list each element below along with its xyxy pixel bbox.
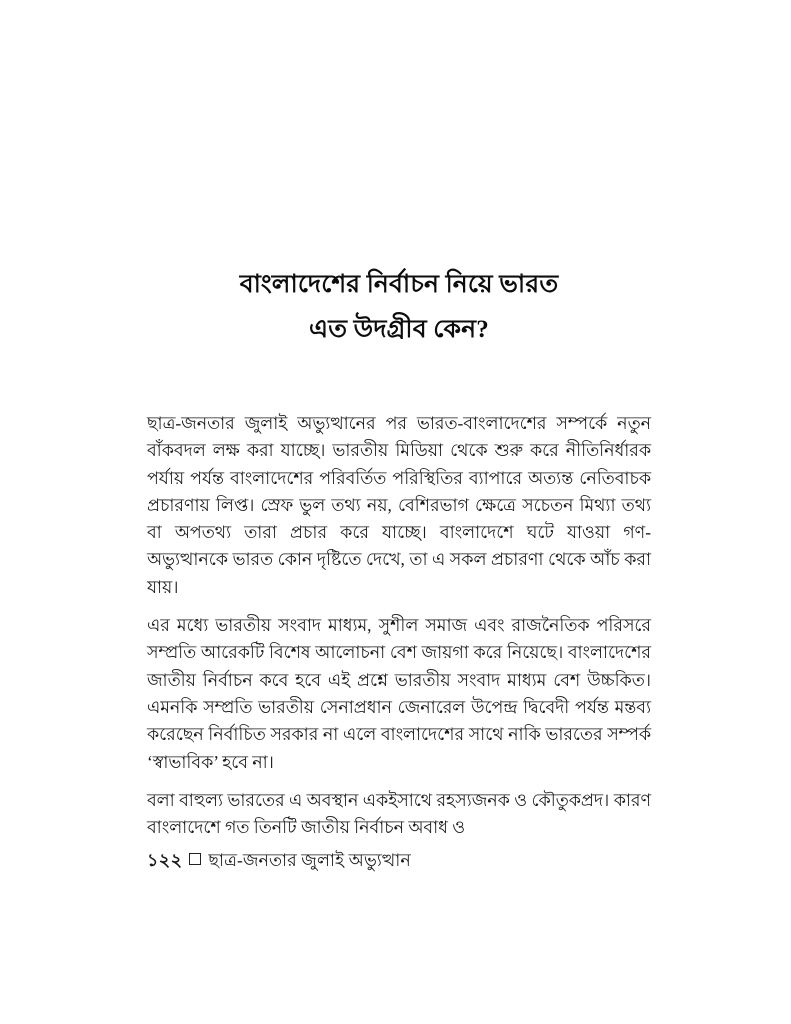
- page-title: [147, 262, 651, 352]
- page-number: ১২২: [147, 850, 183, 871]
- page-title-line-2: এত উদগ্রীব কেন?: [309, 316, 489, 343]
- body-copy: [147, 410, 651, 841]
- body-paragraph: বলা বাহুল্য ভারতের এ অবস্থান একইসাথে রহস্যজনক ও কৌতুকপ্রদ। কারণ বাংলাদেশে গত তিনটি জাতীয় নির্বাচন অবাধ ও: [147, 789, 651, 838]
- square-bullet-icon: [189, 853, 201, 865]
- running-head: ছাত্র-জনতার জুলাই অভ্যুত্থান: [208, 850, 411, 871]
- text-block: [147, 262, 651, 875]
- body-paragraph: ছাত্র-জনতার জুলাই অভ্যুত্থানের পর ভারত-বাংলাদেশের সম্পর্কে নতুন বাঁকবদল লক্ষ করা যাচ্ছে। ভারতীয় মিডিয়া থেকে শুরু করে নীতিনির্ধারক পর্যায় পর্যন্ত বাংলাদেশের পরিবর্তিত পরিস্থিতির ব্যাপারে অত্যন্ত নেতিবাচক প্রচারণায় লিপ্ত। স্রেফ ভুল তথ্য নয়, বেশিরভাগ ক্ষেত্রে সচেতন মিথ্যা তথ্য বা অপতথ্য তারা প্রচার করে যাচ্ছে। বাংলাদেশে ঘটে যাওয়া গণ-অভ্যুত্থানকে ভারত কোন দৃষ্টিতে দেখে, তা এ সকল প্রচারণা থেকে আঁচ করা যায়।: [147, 413, 651, 597]
- page-title-line-1: বাংলাদেশের নির্বাচন নিয়ে ভারত: [239, 271, 559, 298]
- page-footer: [147, 847, 651, 874]
- body-paragraph: এর মধ্যে ভারতীয় সংবাদ মাধ্যম, সুশীল সমাজ এবং রাজনৈতিক পরিসরে সম্প্রতি আরেকটি বিশেষ আলোচনা বেশ জায়গা করে নিয়েছে। বাংলাদেশের জাতীয় নির্বাচন কবে হবে এই প্রশ্নে ভারতীয় সংবাদ মাধ্যম বেশ উচ্চকিত। এমনকি সম্প্রতি ভারতীয় সেনাপ্রধান জেনারেল উপেন্দ্র দ্বিবেদী পর্যন্ত মন্তব্য করেছেন নির্বাচিত সরকার না এলে বাংলাদেশের সাথে নাকি ভারতের সম্পর্ক ‘স্বাভাবিক’ হবে না।: [147, 615, 651, 772]
